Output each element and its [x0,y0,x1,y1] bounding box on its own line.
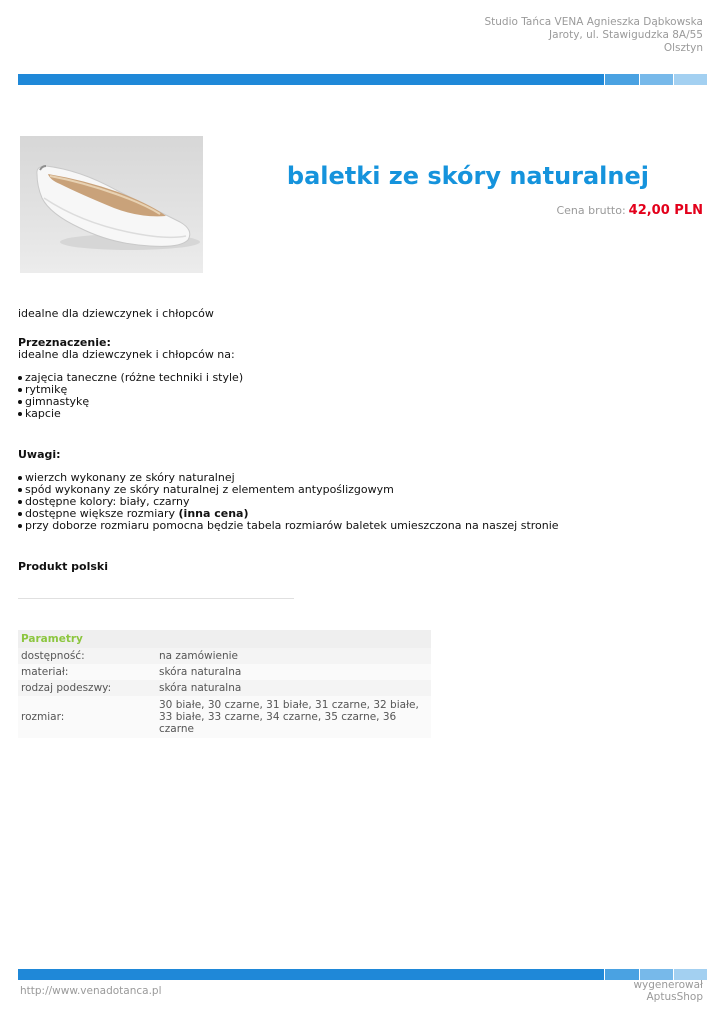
shop-city: Olsztyn [663,42,703,54]
generator-name: AptusShop [646,991,703,1003]
list-item: zajęcia taneczne (różne techniki i style) [18,372,698,384]
list-item: wierzch wykonany ze skóry naturalnej [18,472,698,484]
list-item: spód wykonany ze skóry naturalnej z elementem antypoślizgowym [18,484,698,496]
table-row [18,664,431,680]
price-label: Cena brutto: [556,204,626,217]
purpose-list [18,372,698,420]
table-row [18,648,431,664]
origin-text: Produkt polski [18,560,108,573]
header-bar [18,74,707,85]
footer-url[interactable]: http://www.venadotanca.pl [20,985,162,997]
param-label: dostępność: [18,648,156,664]
product-title: baletki ze skóry naturalnej [286,162,649,190]
footer-bar [18,969,707,980]
price [556,203,703,218]
list-item: gimnastykę [18,396,698,408]
product-image [20,136,203,273]
price-value: 42,00 PLN [628,203,703,218]
notes-list [18,472,698,532]
table-row [18,696,431,738]
shop-info [484,16,703,55]
list-item: kapcie [18,408,698,420]
purpose-heading: Przeznaczenie: [18,336,111,349]
list-item: dostępne kolory: biały, czarny [18,496,698,508]
ballet-slipper-icon [20,136,203,273]
divider [18,598,294,599]
footer-generator [633,979,703,1003]
param-value: 30 białe, 30 czarne, 31 białe, 31 czarne, 32 białe, 33 białe, 33 czarne, 34 czarne, 35 czarne, 36 czarne [156,696,431,738]
intro-text: idealne dla dziewczynek i chłopców [18,307,214,320]
param-value: na zamówienie [156,648,431,664]
parameters-header [18,630,431,648]
generated-label: wygenerował [633,979,703,991]
param-value: skóra naturalna [156,664,431,680]
parameters-table [18,630,431,738]
table-row [18,680,431,696]
list-item: rytmikę [18,384,698,396]
param-value: skóra naturalna [156,680,431,696]
shop-address: Jaroty, ul. Stawigudzka 8A/55 [549,29,703,41]
note-bigger-sizes: dostępne większe rozmiary [25,507,176,520]
shop-name: Studio Tańca VENA Agnieszka Dąbkowska [484,16,703,28]
notes-heading: Uwagi: [18,448,61,461]
note-other-price: (inna cena) [178,507,249,520]
parameters-heading: Parametry [18,630,431,648]
list-item: przy doborze rozmiaru pomocna będzie tabela rozmiarów baletek umieszczona na naszej stronie [18,520,698,532]
purpose-text: idealne dla dziewczynek i chłopców na: [18,348,235,361]
product-description [18,308,698,573]
param-label: materiał: [18,664,156,680]
param-label: rodzaj podeszwy: [18,680,156,696]
param-label: rozmiar: [18,696,156,738]
